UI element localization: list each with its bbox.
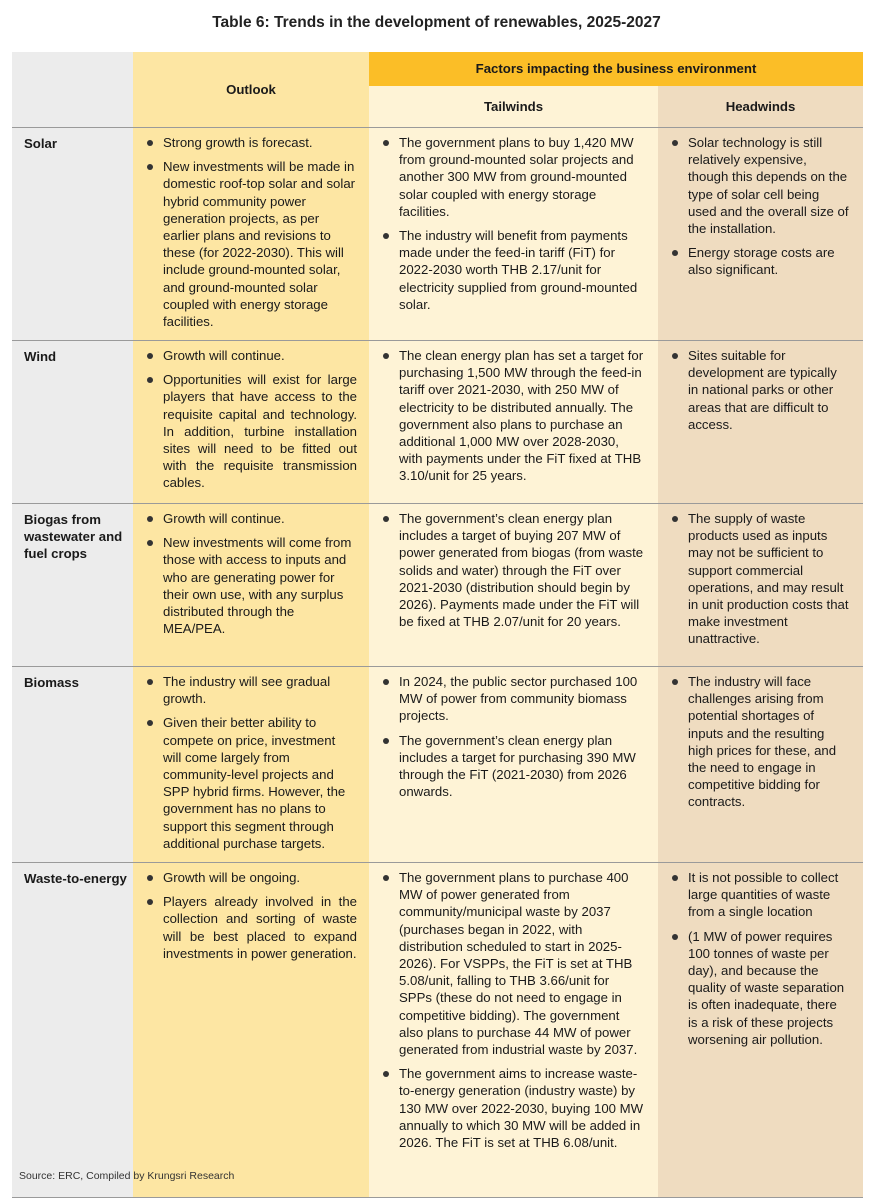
outlook-item: Growth will be ongoing. bbox=[163, 869, 357, 886]
tailwinds-cell bbox=[369, 863, 658, 1198]
tailwinds-cell bbox=[369, 341, 658, 504]
row-category: Biomass bbox=[12, 667, 133, 863]
outlook-item: Strong growth is forecast. bbox=[163, 134, 357, 151]
tailwind-item: The government’s clean energy plan includes a target of buying 207 MW of power generated from biogas (from waste solids and water) through the FiT over 2021-2030 (distribution should begin by 2026). Payments made under the FiT will be fixed at THB 2.07/unit for 20 years. bbox=[399, 511, 644, 630]
tailwind-item: The clean energy plan has set a target for purchasing 1,500 MW through the feed-in tariff over 2021-2030, with 250 MW of electricity to be distributed annually. The government also plans to purchase an additional 1,000 MW over 2028-2030, with payments under the FiT fixed at THB 3.10/unit for 25 years. bbox=[399, 348, 644, 484]
tailwind-item: In 2024, the public sector purchased 100 MW of power from community biomass projects. bbox=[399, 673, 644, 725]
outlook-item: Players already involved in the collection and sorting of waste will be best placed to expand investments in power generation. bbox=[163, 894, 357, 961]
renewables-table bbox=[12, 52, 863, 1198]
table-row bbox=[12, 504, 863, 667]
header-headwinds: Headwinds bbox=[658, 86, 863, 128]
headwind-item: The industry will face challenges arising from potential shortages of inputs and the resulting high prices for these, and the need to engage in competitive bidding for contracts. bbox=[688, 673, 849, 811]
outlook-item: New investments will come from those with access to inputs and who are generating power for their own use, with any surplus distributed through the MEA/PEA. bbox=[163, 534, 357, 637]
header-outlook: Outlook bbox=[133, 52, 369, 128]
tailwind-item: The government aims to increase waste-to-energy generation (industry waste) by 130 MW over 2022-2030, buying 100 MW annually to which 30 MW will be added in 2026. The FiT is set at THB 6.08/unit. bbox=[399, 1066, 644, 1151]
outlook-cell bbox=[133, 504, 369, 667]
headwinds-cell bbox=[658, 341, 863, 504]
headwinds-cell bbox=[658, 667, 863, 863]
outlook-cell bbox=[133, 863, 369, 1198]
outlook-cell bbox=[133, 128, 369, 341]
row-category: Biogas from wastewater and fuel crops bbox=[12, 504, 133, 667]
outlook-item: New investments will be made in domestic roof-top solar and solar hybrid community power generation projects, as per earlier plans and revisions to these (for 2022-2030). This will include ground-mounted solar, and ground-mounted solar coupled with energy storage facilities. bbox=[163, 159, 356, 330]
row-category: Waste-to-energy bbox=[12, 863, 133, 1198]
table-title: Table 6: Trends in the development of renewables, 2025-2027 bbox=[212, 14, 661, 31]
source-note: Source: ERC, Compiled by Krungsri Research bbox=[19, 1170, 235, 1182]
headwinds-cell bbox=[658, 504, 863, 667]
header-category-blank bbox=[12, 52, 133, 128]
headwind-item: The supply of waste products used as inputs may not be sufficient to support commercial operations, and may result in unit production costs that make investment unattractive. bbox=[688, 511, 849, 647]
table-row bbox=[12, 863, 863, 1198]
table-row bbox=[12, 128, 863, 341]
headwind-item: It is not possible to collect large quantities of waste from a single location bbox=[688, 869, 849, 921]
outlook-item: Given their better ability to compete on price, investment will come largely from community-level projects and SPP hybrid firms. However, the government has no plans to support this segment through additional purchase targets. bbox=[163, 714, 357, 852]
tailwind-item: The government’s clean energy plan includes a target for purchasing 390 MW through the FiT (2021-2030) from 2026 onwards. bbox=[399, 732, 644, 801]
outlook-item: Growth will continue. bbox=[163, 347, 357, 364]
headwind-item: Solar technology is still relatively expensive, though this depends on the type of solar cell being used and the overall size of the installation. bbox=[688, 135, 849, 237]
tailwind-item: The industry will benefit from payments made under the feed-in tariff (FiT) for 2022-2030 worth THB 2.17/unit for electricity supplied from ground-mounted solar. bbox=[399, 227, 644, 313]
tailwind-item: The government plans to buy 1,420 MW from ground-mounted solar projects and another 300 MW from ground-mounted solar coupled with energy storage facilities. bbox=[399, 134, 644, 220]
headwind-item: Energy storage costs are also significant. bbox=[688, 244, 849, 278]
outlook-cell bbox=[133, 341, 369, 504]
tailwinds-cell bbox=[369, 128, 658, 341]
outlook-cell bbox=[133, 667, 369, 863]
headwinds-cell bbox=[658, 863, 863, 1198]
outlook-item: Opportunities will exist for large players that have access to the requisite capital and technology. In addition, turbine installation sites will need to be fitted out with the requisite transmission cables. bbox=[163, 372, 357, 491]
header-tailwinds: Tailwinds bbox=[369, 86, 658, 128]
outlook-item: Growth will continue. bbox=[163, 510, 357, 527]
row-category: Wind bbox=[12, 341, 133, 504]
tailwinds-cell bbox=[369, 667, 658, 863]
headwinds-cell bbox=[658, 128, 863, 341]
tailwinds-cell bbox=[369, 504, 658, 667]
tailwind-item: The government plans to purchase 400 MW of power generated from community/municipal waste by 2037 (purchases began in 2022, with distribution scheduled to start in 2025-2026). For VSPPs, the FiT is set at THB 5.08/unit, falling to THB 3.66/unit for SPPs (these do not need to engage in competitive bidding). The government also plans to purchase 44 MW of power generated from industrial waste by 2037. bbox=[399, 869, 644, 1058]
row-category: Solar bbox=[12, 128, 133, 341]
outlook-item: The industry will see gradual growth. bbox=[163, 673, 357, 707]
headwind-item: (1 MW of power requires 100 tonnes of waste per day), and because the quality of waste separation is often inadequate, there is a risk of these projects worsening air pollution. bbox=[688, 928, 849, 1048]
header-factors: Factors impacting the business environment bbox=[369, 52, 863, 86]
headwind-item: Sites suitable for development are typically in national parks or other areas that are difficult to access. bbox=[688, 347, 849, 433]
table-row bbox=[12, 667, 863, 863]
table-row bbox=[12, 341, 863, 504]
